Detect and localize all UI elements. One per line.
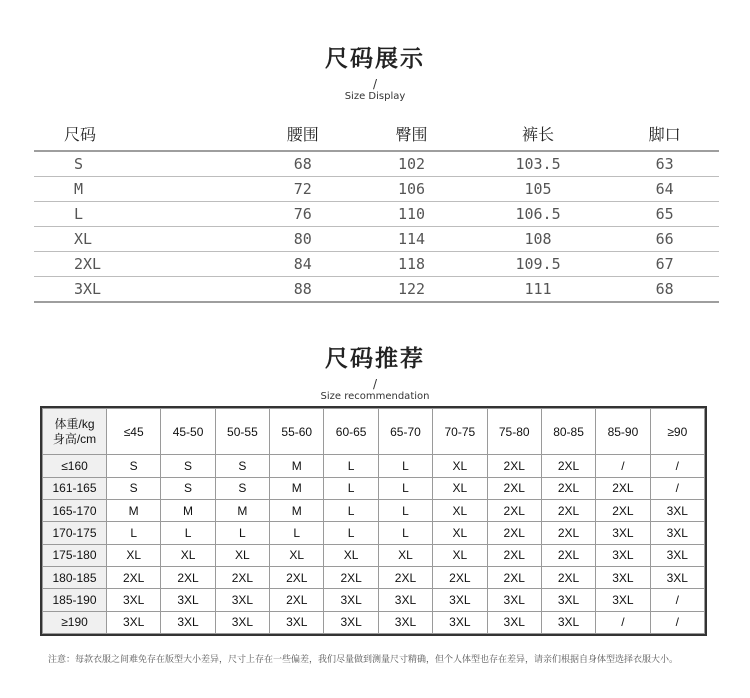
weight-column-header: 60-65 [324,409,378,455]
size-cell: 2XL [541,522,595,544]
size-cell: 2XL [541,544,595,566]
size-cell: XL [433,544,487,566]
size-cell: 3XL [650,544,704,566]
title-divider: / [372,77,378,91]
measurement-cell: 68 [610,277,719,303]
size-cell: 3XL [270,611,324,633]
size-cell: / [650,589,704,611]
size-cell: 2XL [161,566,215,588]
size-cell: 3XL [433,589,487,611]
size-cell: 3XL [596,589,650,611]
size-cell: 3XL [378,589,432,611]
size-cell: L [324,522,378,544]
corner-header [43,409,107,455]
size-cell: 2XL [215,566,269,588]
table-row [43,455,705,477]
size-cell: 3XL [650,499,704,521]
size-cell: S [215,455,269,477]
size-cell: 3XL [596,522,650,544]
size-cell: M [270,499,324,521]
size-cell: 2XL [107,566,161,588]
size-cell: L [378,455,432,477]
size-cell: XL [107,544,161,566]
table-row [34,252,719,277]
size-cell: M [270,477,324,499]
size-cell: / [596,611,650,633]
size-cell: 3XL [107,589,161,611]
size-cell: XL [324,544,378,566]
column-header: 裤长 [466,116,610,151]
size-cell: / [650,611,704,633]
height-row-header: 161-165 [43,477,107,499]
size-cell: 2XL [487,455,541,477]
size-cell: 2XL [270,566,324,588]
table-row [34,277,719,303]
size-cell: 3XL [161,611,215,633]
column-header: 腰围 [248,116,357,151]
size-cell: 3XL [215,589,269,611]
table-row [43,544,705,566]
size-cell: 2XL [487,566,541,588]
size-cell: 2XL [596,499,650,521]
size-cell: M [161,499,215,521]
column-header: 脚口 [610,116,719,151]
size-cell: 2XL [541,477,595,499]
size-cell: 3XL [161,589,215,611]
size-cell: M [215,499,269,521]
measurement-cell: 106 [357,177,466,202]
height-axis-label: 身高/cm [52,431,97,446]
size-label: XL [34,227,248,252]
measurement-cell: 122 [357,277,466,303]
size-cell: 3XL [650,566,704,588]
height-row-header: 180-185 [43,566,107,588]
weight-column-header: ≥90 [650,409,704,455]
size-display-table [34,116,719,303]
measurement-cell: 72 [248,177,357,202]
size-cell: S [215,477,269,499]
title-divider: / [372,377,378,391]
size-cell: 2XL [487,544,541,566]
size-label: M [34,177,248,202]
table-row [43,499,705,521]
weight-column-header: 80-85 [541,409,595,455]
table-row [43,477,705,499]
section-subtitle: Size recommendation [320,391,430,402]
measurement-cell: 64 [610,177,719,202]
size-recommendation-heading [0,340,750,403]
size-cell: 2XL [541,499,595,521]
size-label: 3XL [34,277,248,303]
size-cell: XL [433,477,487,499]
size-cell: M [107,499,161,521]
measurement-cell: 105 [466,177,610,202]
size-recommendation-grid [40,406,707,636]
column-header: 尺码 [34,116,248,151]
measurement-cell: 76 [248,202,357,227]
size-cell: L [324,499,378,521]
weight-column-header: 85-90 [596,409,650,455]
size-cell: 3XL [433,611,487,633]
height-row-header: ≥190 [43,611,107,633]
column-header: 臀围 [357,116,466,151]
height-row-header: 165-170 [43,499,107,521]
size-cell: 2XL [378,566,432,588]
measurement-cell: 106.5 [466,202,610,227]
size-cell: L [161,522,215,544]
table-row [43,589,705,611]
size-label: L [34,202,248,227]
size-cell: 3XL [378,611,432,633]
size-cell: XL [433,499,487,521]
size-cell: 3XL [324,589,378,611]
size-label: 2XL [34,252,248,277]
size-cell: 3XL [541,589,595,611]
size-cell: 2XL [270,589,324,611]
size-cell: 2XL [324,566,378,588]
size-display-heading [0,40,750,103]
size-cell: 3XL [650,522,704,544]
height-row-header: ≤160 [43,455,107,477]
measurement-cell: 80 [248,227,357,252]
size-cell: L [107,522,161,544]
size-cell: XL [161,544,215,566]
size-cell: 2XL [596,477,650,499]
measurement-cell: 65 [610,202,719,227]
size-cell: L [378,477,432,499]
height-row-header: 185-190 [43,589,107,611]
size-cell: / [650,477,704,499]
size-cell: 2XL [541,455,595,477]
size-cell: 2XL [433,566,487,588]
weight-column-header: ≤45 [107,409,161,455]
section-title: 尺码展示 [325,46,425,72]
weight-column-header: 50-55 [215,409,269,455]
size-cell: S [161,477,215,499]
size-cell: 3XL [215,611,269,633]
size-cell: S [161,455,215,477]
measurement-cell: 114 [357,227,466,252]
table-row [34,202,719,227]
measurement-cell: 68 [248,151,357,177]
size-cell: L [270,522,324,544]
size-cell: XL [433,455,487,477]
size-cell: 3XL [107,611,161,633]
measurement-cell: 84 [248,252,357,277]
size-cell: L [324,455,378,477]
size-cell: XL [270,544,324,566]
measurement-cell: 67 [610,252,719,277]
size-cell: / [650,455,704,477]
table-row [34,177,719,202]
size-cell: XL [215,544,269,566]
weight-axis-label: 体重/kg [54,416,95,431]
weight-column-header: 55-60 [270,409,324,455]
section-title: 尺码推荐 [325,346,425,372]
measurement-cell: 118 [357,252,466,277]
size-cell: L [378,522,432,544]
size-cell: / [596,455,650,477]
size-cell: S [107,455,161,477]
table-row [43,611,705,633]
size-cell: XL [433,522,487,544]
size-cell: L [378,499,432,521]
measurement-cell: 111 [466,277,610,303]
size-cell: S [107,477,161,499]
disclaimer-note: 注意：每款衣服之间难免存在版型大小差异，尺寸上存在一些偏差，我们尽量做到测量尺寸精确，但个人体型也存在差异，请亲们根据自身体型选择衣服大小。 [48,655,679,665]
weight-column-header: 70-75 [433,409,487,455]
measurement-cell: 109.5 [466,252,610,277]
size-cell: 3XL [487,589,541,611]
weight-column-header: 75-80 [487,409,541,455]
size-cell: 2XL [487,499,541,521]
measurement-cell: 88 [248,277,357,303]
size-cell: 2XL [541,566,595,588]
size-cell: 2XL [487,522,541,544]
height-row-header: 175-180 [43,544,107,566]
measurement-cell: 108 [466,227,610,252]
measurement-cell: 63 [610,151,719,177]
size-cell: L [324,477,378,499]
section-subtitle: Size Display [344,91,406,102]
size-cell: 2XL [487,477,541,499]
size-cell: M [270,455,324,477]
size-cell: 3XL [324,611,378,633]
size-cell: 3XL [541,611,595,633]
size-cell: 3XL [487,611,541,633]
table-header-row [34,116,719,151]
size-label: S [34,151,248,177]
height-row-header: 170-175 [43,522,107,544]
table-row [34,151,719,177]
size-cell: L [215,522,269,544]
size-cell: 3XL [596,566,650,588]
table-row [34,227,719,252]
table-row [43,566,705,588]
table-row [43,522,705,544]
measurement-cell: 102 [357,151,466,177]
measurement-cell: 110 [357,202,466,227]
measurement-cell: 66 [610,227,719,252]
recommendation-table [42,408,705,634]
weight-column-header: 65-70 [378,409,432,455]
size-cell: 3XL [596,544,650,566]
weight-header-row [43,409,705,455]
measurement-cell: 103.5 [466,151,610,177]
size-cell: XL [378,544,432,566]
weight-column-header: 45-50 [161,409,215,455]
